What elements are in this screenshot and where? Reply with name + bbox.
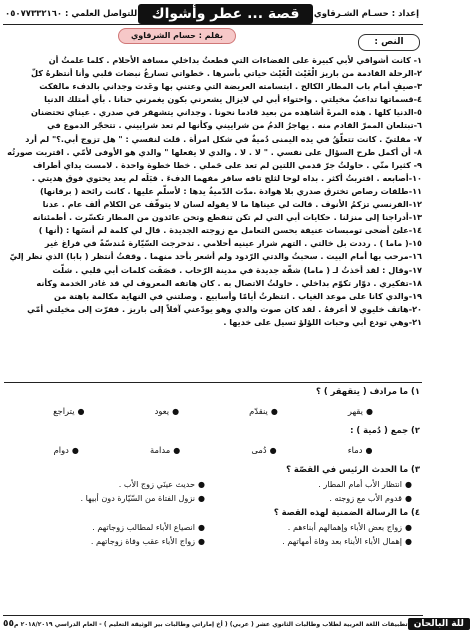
- bullet-icon: ●: [405, 536, 412, 546]
- question-3-label: ٣) ما الحدث الرئيس في القصّة ؟: [286, 464, 420, 474]
- passage-line: ٥-الدنيا كلها . هذه المرةَ أشاهده من بعيد قادما نحونا . وجداني يتشهقر في صدري . عيناي تحتضنان: [31, 107, 422, 118]
- page-title: قصة ... عطر وأشواك: [138, 4, 314, 24]
- passage-line: ١٥-( ماما ) . رددت بل خالتي . التهم شرار عينيه أحلامي . تدحرجت السّيّارة مُندسّةً في فراغ غير: [44, 238, 422, 249]
- question-1-label: ١) ما مرادف ( يتقهقر ) ؟: [316, 386, 420, 396]
- question-2-options: [4, 437, 422, 463]
- question-3-options: [4, 476, 422, 506]
- question-3-option-4[interactable]: ● نزول الفتاة من السّيّارة دون أبيها .: [80, 493, 206, 503]
- passage-line: ٢-الرحلة القادمة من باريز الْغَيْث الْغَيْث حياتي بأسرها . خطواتي تسارعُ نبضات قلبي وأنا أنتظرهُ كلّ: [30, 68, 422, 79]
- bullet-icon: ●: [405, 522, 412, 532]
- passage-line: ٢٠-هاتف خليوي لا أعرفهُ . لقد كان صوت والدي وهو يودّعني آفلاً إلى باريز . فقرّت إلى مخيلتي أمّي: [27, 303, 422, 314]
- question-2-option-2[interactable]: ● دُمى: [251, 445, 277, 455]
- bullet-icon: ●: [405, 493, 412, 503]
- question-2-option-4[interactable]: ● دوام: [53, 445, 79, 455]
- passage-line: ١٠-أصابعه . اقتربتُ أكثر . بداه لوحا لثلج تافه سافر مفهما الدفءَ . قبَلَه لم يعد يحتوي فوق هديتي .: [31, 172, 422, 183]
- question-3-option-2[interactable]: ● حديث عينَي زوج الأب .: [118, 479, 206, 489]
- footer-text: تطبيقات اللغة العربية لطلاب وطالبات الثانوي عشر ( عربي) ( أخ إماراتي وطالبات بير الوثيقة التعليم ) - العام الدراسي ٢٠١٨/٢٠١٩ م: [14, 620, 408, 628]
- footer-bar: [3, 615, 464, 631]
- section-divider: [4, 382, 422, 383]
- passage-line: ١٩-والدي كانا على موعد الغياب . انتظرتُ أيامًا وأسابيع . وصلتني في النهاية مكالمة باهتة من: [54, 290, 422, 301]
- bullet-icon: ●: [198, 536, 206, 546]
- question-3-option-1[interactable]: ● انتظار الأب أمام المطار .: [318, 479, 412, 489]
- question-1-options: [4, 398, 422, 424]
- bullet-icon: ●: [365, 445, 373, 455]
- passage-line: ٩- كثيرا منّي . حاولتُ جرّ قدمي اللتين لم تعد على حَملي . خطا خطوة واحدة . لامست يداي أطراف: [33, 159, 422, 170]
- question-1-option-1[interactable]: ● يقهر: [347, 406, 373, 416]
- questions-section: [4, 385, 422, 549]
- question-4-option-4[interactable]: ● زواج الأباء عقب وفاة زوجاتهم .: [90, 536, 206, 546]
- question-4-option-2[interactable]: ● انصياع الأباء لمطالب زوجاتهم .: [92, 522, 206, 532]
- passage-line: ١٤-علئ أضحى تومبسات عنيفة بحسن التعامل مع زوجته الجديدة . قال لي كلمة لم أنسَها : (أنها ): [38, 225, 422, 236]
- header-bar: [3, 3, 423, 25]
- question-3-option-3[interactable]: ● قدوم الأب مع زوجته .: [329, 493, 412, 503]
- passage-line: ١٢-الفرنسي تزكمُ الأنوف . قالت لي عيناها ما لا يقوله لسان لا يتوقّف عن الكلام ألف عام . عدنا: [42, 199, 422, 210]
- question-4-option-1[interactable]: ● زواج بعض الأباء وإهمالهم أبناءهم .: [287, 522, 412, 532]
- bullet-icon: ●: [269, 445, 277, 455]
- bullet-icon: ●: [77, 406, 85, 416]
- brand-logo: للة البالحان: [408, 618, 470, 630]
- bullet-icon: ●: [71, 445, 79, 455]
- passage-line: ٤-قسماتها تداعبُ مخيلتي . واحتواء أبي لي لايزال يشعرني بكون يغمرني حنانا . بأي أمتلك الدنيا: [44, 94, 422, 105]
- prepared-by: إعداد : حسـام الشـرقاوي: [313, 8, 419, 19]
- passage-line: ١٨-تفكيري . دوّار تكوّم بداخلي . حاولتُ الاتصال به . كان هاتفه المعروف لي قد غادر الخدمة وكأنه: [36, 277, 422, 288]
- passage-line: ١٧-وقال : لقد أخذتُ لـ ( ماما) شقّة جديدة في مدينة الرّحاب . قصَفَت كلمات أبي قلبي . شلّت: [52, 264, 422, 275]
- question-4-option-3[interactable]: ● إهمال الأباء الأبناء بعد وفاة أمهاتهم .: [282, 536, 412, 546]
- bullet-icon: ●: [365, 406, 373, 416]
- question-4-label: ٤) ما الرسالة الضمنية لهذه القصة ؟: [273, 507, 420, 517]
- question-1-option-4[interactable]: ● يتراجع: [53, 406, 85, 416]
- bullet-icon: ●: [270, 406, 278, 416]
- bullet-icon: ●: [405, 479, 412, 489]
- passage-line: ١- كانت أشواقي لأبي كبيرة على الفضاءات التي قطعتُ بداخلي مسافة الأحلام . كلما علمتُ أن: [48, 55, 422, 65]
- contact-info: للتواصل العلمي : ٠٥٠٧٧٣٣٢١٦٠: [5, 8, 138, 19]
- bullet-icon: ●: [198, 522, 206, 532]
- bullet-icon: ●: [172, 406, 180, 416]
- passage-line: ٧- مقلتيّ . كانت تتعلّقُ في يده اليمنى دُميةٌ في شكل امرأة . قلت لنفسي : " هل تزوج أبي.؟" لم أرد: [25, 133, 422, 144]
- question-2-option-3[interactable]: ● مدامة: [150, 445, 181, 455]
- passage-line: ٦-تبتلعان الممرّ القادم منه . يهاجرُ الدمُ من شراييني وكأنها لم تعد شراييني . تتحجّر الدموع في: [47, 120, 422, 131]
- question-1-option-3[interactable]: ● يعود: [154, 406, 180, 416]
- passage-line: ١١-طلقات رصاص تخترق صدري بلا هوادة .مدّت الدّميةُ يدها : لأسلّم عليها . كانت رائحة ( برفانها): [40, 185, 422, 196]
- bullet-icon: ●: [173, 445, 181, 455]
- author-badge: بقلم : حسام الشرقاوي: [118, 28, 236, 44]
- page-number: ٥٥: [3, 619, 14, 629]
- question-2-label: ٢) جمع ( دُمية ) :: [350, 425, 420, 435]
- story-passage: [4, 54, 422, 329]
- passage-line: ٣-صيفٍ أمام باب المطار الكالح . ابتسامته العريضة التي وعتني بها وعَدت وجداني بالدفء مالفكت: [39, 81, 422, 92]
- question-4-options: [4, 519, 422, 549]
- question-2-option-1[interactable]: ● دماء: [347, 445, 373, 455]
- bullet-icon: ●: [198, 493, 206, 503]
- passage-line: ٢١-وهي تودع أبي وحبات اللؤلؤ تسيل على خديها .: [223, 316, 422, 327]
- passage-line: ٨- أن أكمل طرح السؤال على نفسي . " لا . لا . والدي لا يفعلها " والدي هو الأوفى لأمّي . اقتربت صورتُه: [7, 146, 422, 157]
- text-section-label: النص :: [358, 34, 420, 51]
- passage-line: ١٣-أدراجنا إلى منزلنا . حكايات أبي التي لم تكن تنقطع وتحن عائدون من المطار تكسّرت . أطمئنانه: [32, 212, 422, 223]
- bullet-icon: ●: [198, 479, 206, 489]
- passage-line: ١٦-مرحب بها أمام البيت . سحبتُ والدتي الرّدود ولم أشعر بأحد منهما . وقفتُ أنتظر ( بابا) الذي نظر إليّ: [9, 251, 422, 262]
- question-1-option-2[interactable]: ● ينقدّم: [249, 406, 278, 416]
